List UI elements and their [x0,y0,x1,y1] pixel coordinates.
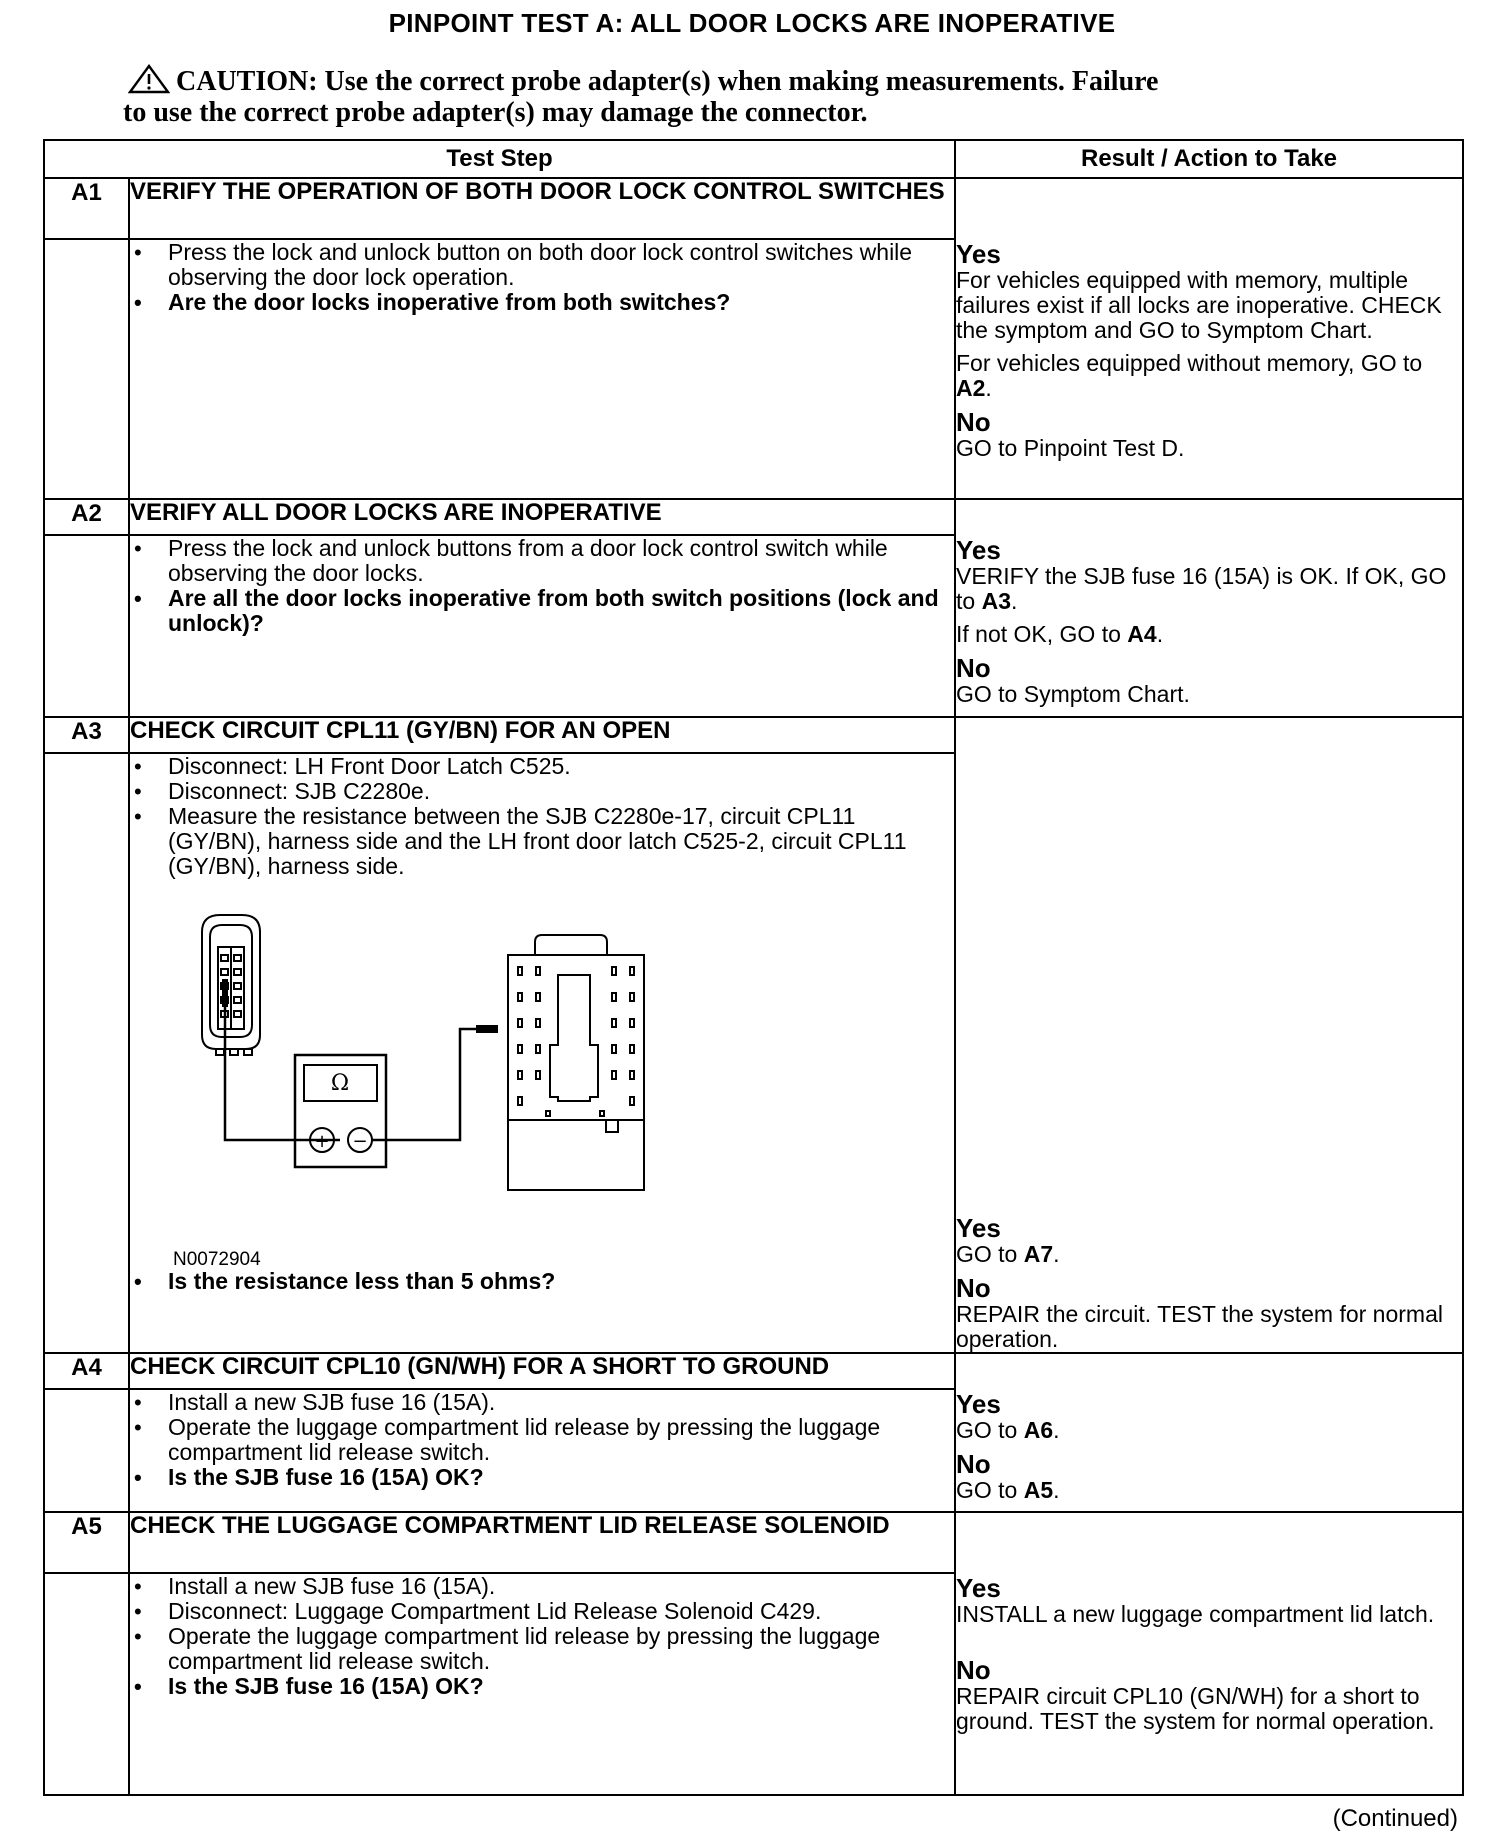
step-title: VERIFY ALL DOOR LOCKS ARE INOPERATIVE [129,499,955,535]
step-instructions [129,753,955,1353]
yes-action: GO to A7. [956,1241,1060,1267]
instruction-item: • Install a new SJB fuse 16 (15A). [130,1574,954,1599]
yes-action: GO to A6. [956,1417,1060,1443]
minus-terminal: − [352,1131,368,1152]
no-action: GO to Pinpoint Test D. [956,435,1185,461]
no-label: No [956,1449,991,1479]
yes-label: Yes [956,1573,1001,1603]
step-result [955,499,1463,717]
step-result [955,717,1463,1353]
probe-tip [476,1025,498,1033]
no-action: REPAIR the circuit. TEST the system for normal operation. [956,1301,1443,1352]
instruction-item: • Operate the luggage compartment lid release by pressing the luggage compartment lid release switch. [130,1624,954,1674]
step-title: CHECK THE LUGGAGE COMPARTMENT LID RELEASE SOLENOID [129,1512,955,1573]
step-question: • Are all the door locks inoperative from both switch positions (lock and unlock)? [130,586,954,636]
instruction-item: • Operate the luggage compartment lid release by pressing the luggage compartment lid release switch. [130,1415,954,1465]
probe-tip [222,979,228,1007]
no-action: REPAIR circuit CPL10 (GN/WH) for a short to ground. TEST the system for normal operation. [956,1683,1435,1734]
step-question: • Are the door locks inoperative from both switches? [130,290,954,315]
caution-note [123,64,1368,128]
instruction-item: • Disconnect: SJB C2280e. [130,779,954,804]
test-lead-wire [225,1007,340,1140]
continued-note: (Continued) [1332,1805,1458,1832]
plus-terminal: + [314,1131,330,1152]
yes-label: Yes [956,239,1001,269]
ohm-symbol: Ω [330,1071,350,1096]
yes-action: VERIFY the SJB fuse 16 (15A) is OK. If OK, GO to A3. [956,563,1447,614]
step-id: A1 [44,178,129,239]
yes-label: Yes [956,535,1001,565]
instruction-item: • Press the lock and unlock buttons from a door lock control switch while observing the door locks. [130,536,954,586]
instruction-item: • Measure the resistance between the SJB C2280e-17, circuit CPL11 (GY/BN), harness side and the LH front door latch C525-2, circuit CPL11 (GY/BN), harness side. [130,804,954,879]
instruction-item: • Press the lock and unlock button on both door lock control switches while observing the door lock operation. [130,240,954,290]
step-question: • Is the SJB fuse 16 (15A) OK? [130,1465,954,1490]
caution-line-1: CAUTION: Use the correct probe adapter(s) when making measurements. Failure [176,66,1159,97]
instruction-item: • Install a new SJB fuse 16 (15A). [130,1390,954,1415]
yes-action: For vehicles equipped with memory, multiple failures exist if all locks are inoperative. CHECK the symptom and GO to Symptom Chart. [956,267,1442,343]
sjb-connector-drawing [508,935,644,1190]
pinpoint-test-table [43,139,1464,1796]
yes-label: Yes [956,1213,1001,1243]
no-action: GO to Symptom Chart. [956,681,1190,707]
step-result [955,1512,1463,1795]
no-label: No [956,653,991,683]
step-title: CHECK CIRCUIT CPL11 (GY/BN) FOR AN OPEN [129,717,955,753]
step-result [955,1353,1463,1512]
test-lead-wire [372,1029,478,1140]
yes-action-2: If not OK, GO to A4. [956,621,1164,647]
yes-action-2: For vehicles equipped without memory, GO to A2. [956,350,1423,401]
no-label: No [956,1273,991,1303]
yes-action: INSTALL a new luggage compartment lid latch. [956,1601,1435,1627]
step-question: • Is the resistance less than 5 ohms? [130,1269,954,1294]
no-label: No [956,407,991,437]
step-id: A3 [44,717,129,753]
instruction-item: • Disconnect: Luggage Compartment Lid Release Solenoid C429. [130,1599,954,1624]
warning-triangle-icon [128,64,170,94]
page-title: PINPOINT TEST A: ALL DOOR LOCKS ARE INOPERATIVE [388,8,1116,38]
no-label: No [956,1655,991,1685]
step-instructions [129,239,955,499]
step-instructions [129,535,955,717]
ohmmeter-drawing [295,1055,386,1167]
header-test-step: Test Step [44,140,955,178]
yes-label: Yes [956,1389,1001,1419]
step-id: A4 [44,1353,129,1389]
step-title: VERIFY THE OPERATION OF BOTH DOOR LOCK CONTROL SWITCHES [129,178,955,239]
instruction-item: • Disconnect: LH Front Door Latch C525. [130,754,954,779]
caution-line-2: to use the correct probe adapter(s) may damage the connector. [123,97,868,128]
step-result [955,178,1463,499]
figure-code: N0072904 [173,1249,261,1270]
step-instructions [129,1389,955,1512]
header-result-action: Result / Action to Take [955,140,1463,178]
step-instructions [129,1573,955,1795]
no-action: GO to A5. [956,1477,1060,1503]
door-latch-connector-drawing [202,915,260,1055]
ohmmeter-diagram [180,907,740,1237]
step-question: • Is the SJB fuse 16 (15A) OK? [130,1674,954,1699]
step-id: A5 [44,1512,129,1573]
step-title: CHECK CIRCUIT CPL10 (GN/WH) FOR A SHORT TO GROUND [129,1353,955,1389]
step-id: A2 [44,499,129,535]
measurement-figure [130,907,954,1270]
